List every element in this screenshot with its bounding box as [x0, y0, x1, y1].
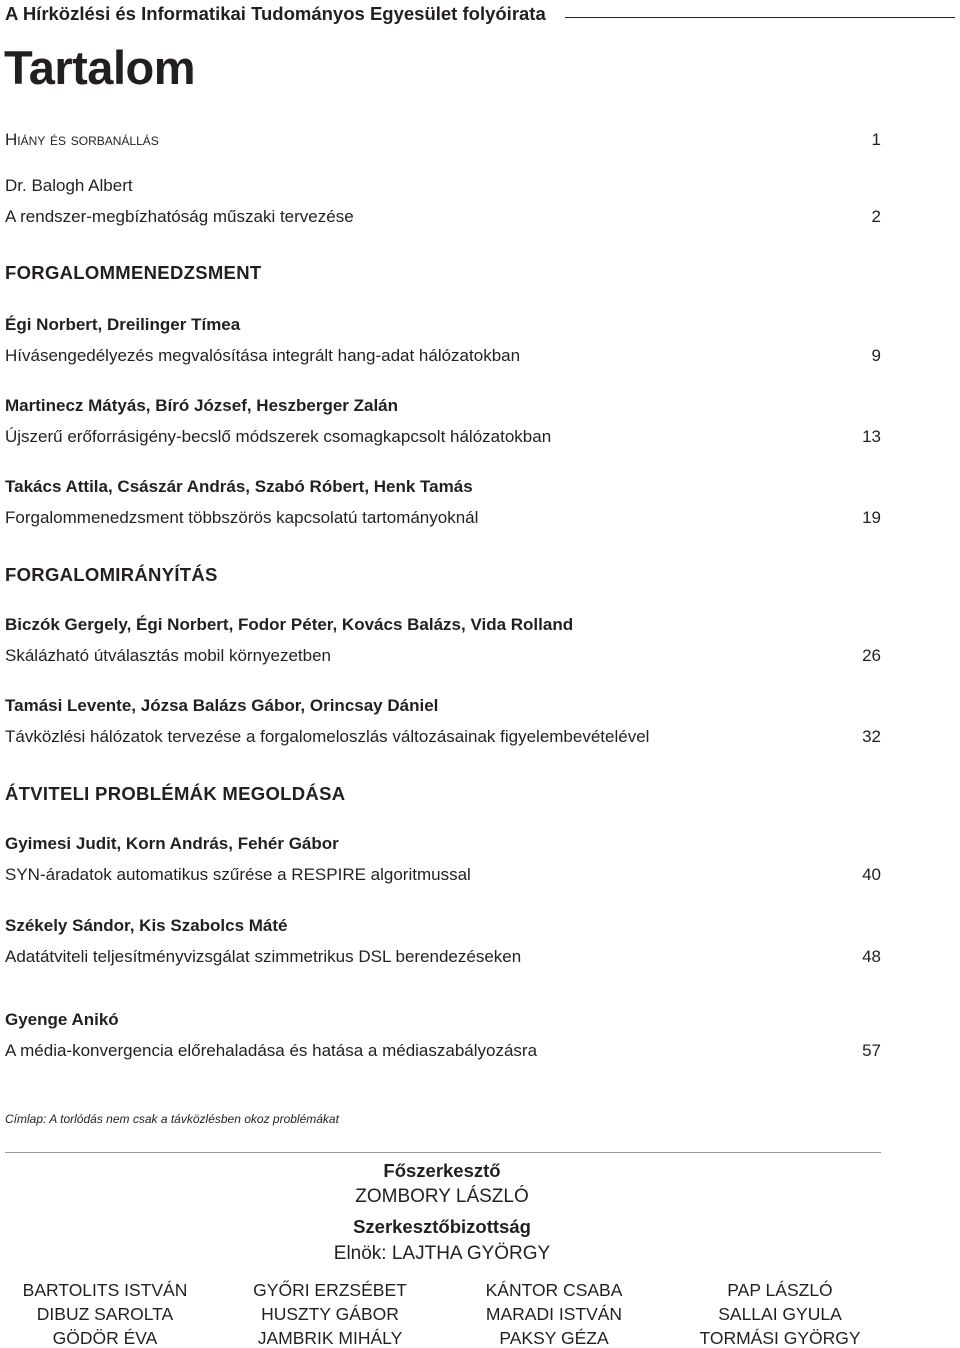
- toc-entry-title: A rendszer-megbízhatóság műszaki tervezése: [5, 207, 354, 226]
- toc-entry-page: 32: [862, 727, 881, 746]
- toc-entry-title: Távközlési hálózatok tervezése a forgalomeloszlás változásainak figyelembevételével: [5, 727, 650, 746]
- board-member: TORMÁSI GYÖRGY: [699, 1328, 861, 1348]
- toc-entry-title: Adatátviteli teljesítményvizsgálat szimmetrikus DSL berendezéseken: [5, 947, 522, 966]
- board-member: HUSZTY GÁBOR: [261, 1304, 399, 1324]
- masthead: [5, 3, 955, 27]
- toc-entry-authors: Égi Norbert, Dreilinger Tímea: [5, 315, 241, 334]
- board-members: [0, 1280, 960, 1348]
- toc-entry[interactable]: [5, 346, 881, 370]
- board-member: MARADI ISTVÁN: [485, 1304, 623, 1324]
- board-member: PAKSY GÉZA: [499, 1328, 609, 1348]
- board-member: GÖDÖR ÉVA: [52, 1328, 158, 1348]
- section-heading: FORGALOMMENEDZSMENT: [5, 262, 262, 283]
- toc-entry-title: Újszerű erőforrásigény-becslő módszerek csomagkapcsolt hálózatokban: [5, 427, 552, 446]
- toc-entry[interactable]: [5, 1041, 881, 1065]
- toc-entry-title: Forgalommenedzsment többszörös kapcsolatú tartományoknál: [5, 508, 479, 527]
- toc-entry-title: Skálázható útválasztás mobil környezetben: [5, 646, 332, 665]
- toc-entry-page: 57: [862, 1041, 881, 1060]
- section-heading: FORGALOMIRÁNYÍTÁS: [5, 564, 218, 585]
- toc-entry-authors: Székely Sándor, Kis Szabolcs Máté: [5, 916, 288, 935]
- toc-entry-authors: Gyimesi Judit, Korn András, Fehér Gábor: [5, 834, 339, 853]
- toc-entry-authors: Tamási Levente, Józsa Balázs Gábor, Orincsay Dániel: [5, 696, 439, 715]
- masthead-title: A Hírközlési és Informatikai Tudományos Egyesület folyóirata: [5, 3, 554, 25]
- toc-entry-page: 26: [862, 646, 881, 665]
- toc-entry-authors: Takács Attila, Császár András, Szabó Róbert, Henk Tamás: [5, 477, 473, 496]
- toc-entry[interactable]: [5, 646, 881, 670]
- toc-entry[interactable]: [5, 727, 881, 751]
- toc-entry-authors: Biczók Gergely, Égi Norbert, Fodor Péter, Kovács Balázs, Vida Rolland: [5, 615, 574, 634]
- board-member: KÁNTOR CSABA: [485, 1280, 623, 1300]
- toc-entry-editorial[interactable]: [5, 130, 881, 154]
- page-title: Tartalom: [4, 41, 195, 94]
- toc-entry-authors: Martinecz Mátyás, Bíró József, Heszberger Zalán: [5, 396, 399, 415]
- board-member: SALLAI GYULA: [718, 1304, 842, 1324]
- board-member: JAMBRIK MIHÁLY: [257, 1328, 403, 1348]
- toc-entry-title: Hiány és sorbanállás: [5, 130, 159, 149]
- toc-entry-page: 13: [862, 427, 881, 446]
- toc-entry-title: SYN-áradatok automatikus szűrése a RESPIRE algoritmussal: [5, 865, 471, 884]
- toc-entry-page: 19: [862, 508, 881, 527]
- masthead-rule: [565, 17, 955, 18]
- toc-entry-page: 2: [871, 207, 881, 226]
- toc-entry-page: 9: [871, 346, 881, 365]
- toc-entry[interactable]: [5, 427, 881, 451]
- toc-entry[interactable]: [5, 865, 881, 889]
- toc-entry[interactable]: [5, 207, 881, 231]
- board-member: PAP LÁSZLÓ: [727, 1280, 833, 1300]
- toc-entry[interactable]: [5, 947, 881, 971]
- editorial-board-label: Szerkesztőbizottság: [353, 1216, 531, 1237]
- board-member: DIBUZ SAROLTA: [36, 1304, 174, 1324]
- toc-entry-title: A média-konvergencia előrehaladása és hatása a médiaszabályozásra: [5, 1041, 538, 1060]
- toc-entry-authors: Gyenge Anikó: [5, 1010, 119, 1029]
- cover-caption: Címlap: A torlódás nem csak a távközlésben okoz problémákat: [5, 1112, 339, 1126]
- divider: [5, 1152, 881, 1153]
- board-member: BARTOLITS ISTVÁN: [22, 1280, 188, 1300]
- board-chair: Elnök: LAJTHA GYÖRGY: [333, 1243, 551, 1264]
- toc-entry-title: Hívásengedélyezés megvalósítása integrált hang-adat hálózatokban: [5, 346, 521, 365]
- editor-in-chief-label: Főszerkesztő: [383, 1160, 501, 1181]
- section-heading: ÁTVITELI PROBLÉMÁK MEGOLDÁSA: [5, 783, 346, 804]
- board-member: GYŐRI ERZSÉBET: [253, 1280, 407, 1300]
- toc-entry-authors: Dr. Balogh Albert: [5, 176, 133, 195]
- toc-entry-page: 48: [862, 947, 881, 966]
- toc-entry-page: 40: [862, 865, 881, 884]
- toc-entry[interactable]: [5, 508, 881, 532]
- editor-in-chief-name: ZOMBORY LÁSZLÓ: [355, 1186, 529, 1207]
- toc-entry-page: 1: [871, 130, 881, 149]
